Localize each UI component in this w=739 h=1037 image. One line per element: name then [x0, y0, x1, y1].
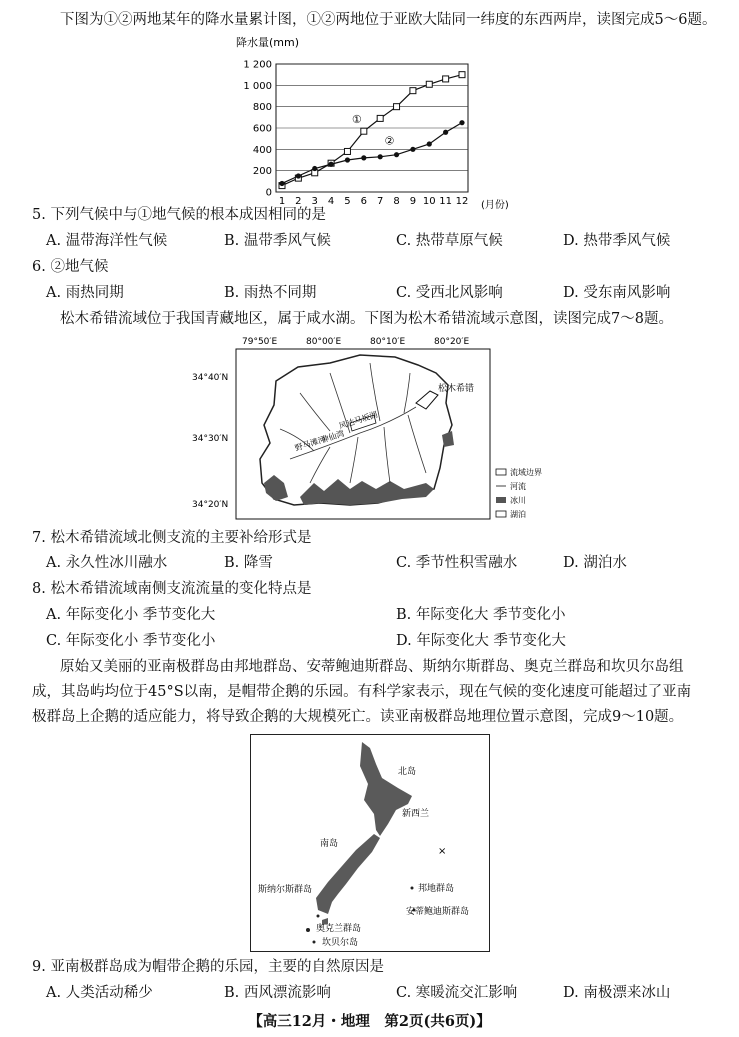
intro-text-q7-8: 松木希错流域位于我国青藏地区，属于咸水湖。下图为松木希错流域示意图，读图完成7～8题。 — [60, 311, 673, 327]
chart-point-series-1 — [377, 115, 383, 121]
chart-y-tick-label: 200 — [252, 166, 272, 178]
songmuxicuo-basin-map — [190, 333, 550, 523]
question-9-stem: 9. 亚南极群岛成为帽带企鹅的乐园，主要的自然原因是 — [32, 959, 384, 975]
question-5-options — [46, 231, 696, 251]
chart-y-tick-label: 1 200 — [243, 59, 272, 71]
precipitation-chart-svg — [228, 32, 518, 212]
intro-text-q9-10: 原始又美丽的亚南极群岛由邦地群岛、安蒂鲍迪斯群岛、斯纳尔斯群岛、奥克兰群岛和坎贝尔岛组成，其岛屿均位于45°S以南，是帽带企鹅的乐园。有科学家表示，现在气候的变化速度可能超过了亚南极群岛上企鹅的适应能力，将导致企鹅的大规模死亡。读亚南极群岛地理位置示意图，完成9～10题。 — [32, 659, 692, 725]
chart-point-series-1 — [344, 148, 350, 154]
chart-ylabel: 降水量(mm) — [236, 36, 300, 49]
label-bounty: 邦地群岛 — [418, 884, 455, 894]
lat-label-2: 34°30′N — [192, 434, 229, 444]
question-7-stem: 7. 松木希错流域北侧支流的主要补给形式是 — [32, 530, 312, 546]
chart-point-series-2 — [459, 120, 464, 125]
q5-option-a[interactable]: A. 温带海洋性气候 — [46, 233, 168, 249]
label-antipodes: 安蒂鲍迪斯群岛 — [406, 907, 470, 917]
chart-x-tick-label: 3 — [311, 196, 318, 207]
islands-map-svg — [250, 734, 490, 952]
label-north-island: 北岛 — [398, 767, 417, 777]
q9-option-a[interactable]: A. 人类活动稀少 — [46, 985, 153, 1001]
chart-y-tick-label: 1 000 — [243, 80, 272, 92]
q6-option-d[interactable]: D. 受东南风影响 — [563, 285, 671, 301]
legend-boundary: 流域边界 — [510, 468, 542, 477]
chart-x-tick-label: 7 — [376, 196, 384, 207]
q8-option-c[interactable]: C. 年际变化小 季节变化小 — [46, 633, 216, 649]
chart-point-series-2 — [443, 130, 448, 135]
chart-point-series-1 — [361, 128, 367, 134]
question-9-options — [46, 983, 696, 1003]
q6-option-b[interactable]: B. 雨热不同期 — [224, 285, 317, 301]
question-6-stem: 6. ②地气候 — [32, 259, 109, 275]
label-new-zealand: 新西兰 — [402, 809, 430, 819]
q5-option-d[interactable]: D. 热带季风气候 — [563, 233, 671, 249]
lon-label-2: 80°00′E — [306, 337, 342, 347]
chart-point-series-1 — [459, 72, 465, 78]
label-snares: 斯纳尔斯群岛 — [258, 885, 313, 895]
chart-point-series-1 — [394, 104, 400, 110]
chart-y-tick-label: 0 — [265, 187, 272, 199]
snares-islands-dot — [317, 915, 320, 918]
q8-option-d[interactable]: D. 年际变化大 季节变化大 — [396, 633, 566, 649]
lon-label-4: 80°20′E — [434, 337, 470, 347]
chart-series-label-2: ② — [384, 134, 395, 148]
chart-x-tick-label: 9 — [409, 196, 417, 207]
chart-point-series-2 — [279, 181, 284, 186]
chart-point-series-1 — [410, 88, 416, 94]
question-8-options-row2 — [46, 631, 696, 651]
q5-option-c[interactable]: C. 热带草原气候 — [396, 233, 503, 249]
q5-option-b[interactable]: B. 温带季风气候 — [224, 233, 331, 249]
label-yema-river: 野马滩河 — [293, 434, 328, 453]
chart-point-series-2 — [378, 154, 383, 159]
chart-series-line-1 — [282, 75, 462, 186]
chart-point-series-2 — [427, 141, 432, 146]
lon-label-1: 79°50′E — [242, 337, 278, 347]
campbell-island-dot — [313, 941, 316, 944]
legend-lake: 湖泊 — [510, 510, 526, 519]
chart-x-tick-label: 5 — [344, 196, 351, 207]
chart-point-series-2 — [410, 147, 415, 152]
chart-point-series-2 — [296, 173, 301, 178]
label-songmuxicuo: 松木希错 — [438, 384, 475, 394]
chart-y-tick-label: 600 — [252, 123, 272, 135]
chart-point-series-1 — [443, 76, 449, 82]
auckland-islands-dot — [306, 928, 310, 932]
chart-y-tick-label: 800 — [252, 102, 272, 114]
chart-x-tick-label: 2 — [295, 196, 302, 207]
label-fengda-lake: 风达马坂湖 — [337, 409, 379, 431]
chart-point-series-2 — [312, 166, 317, 171]
chart-y-tick-label: 400 — [252, 144, 272, 156]
legend-river: 河流 — [510, 482, 526, 491]
chart-x-tick-label: 11 — [439, 196, 453, 207]
q6-option-c[interactable]: C. 受西北风影响 — [396, 285, 503, 301]
label-auckland: 奥克兰群岛 — [316, 924, 362, 934]
chart-x-tick-label: 6 — [360, 196, 368, 207]
chart-y-ticks — [243, 60, 272, 199]
q7-option-b[interactable]: B. 降雪 — [224, 555, 273, 571]
chart-point-series-2 — [328, 162, 333, 167]
basin-map-svg — [190, 333, 550, 523]
chart-x-tick-label: 10 — [422, 196, 436, 207]
chart-x-tick-label: 8 — [393, 196, 400, 207]
question-6-options — [46, 283, 696, 303]
lat-label-3: 34°20′N — [192, 500, 229, 510]
q7-option-c[interactable]: C. 季节性积雪融水 — [396, 555, 518, 571]
chart-point-series-2 — [394, 152, 399, 157]
q9-option-d[interactable]: D. 南极漂来冰山 — [563, 985, 671, 1001]
lon-label-3: 80°10′E — [370, 337, 406, 347]
q7-option-d[interactable]: D. 湖泊水 — [563, 555, 627, 571]
cross-mark: × — [438, 846, 447, 857]
chart-x-tick-label: 1 — [278, 196, 286, 207]
chart-point-series-2 — [345, 157, 350, 162]
q7-option-a[interactable]: A. 永久性冰川融水 — [46, 555, 168, 571]
q8-option-b[interactable]: B. 年际变化大 季节变化小 — [396, 607, 566, 623]
chart-series-label-1: ① — [351, 113, 362, 127]
page-footer: 【高三12月・地理 第2页(共6页)】 — [248, 1013, 491, 1030]
chart-series — [279, 72, 465, 189]
label-shenxianwan: 神仙湾 — [319, 428, 346, 445]
q6-option-a[interactable]: A. 雨热同期 — [46, 285, 124, 301]
chart-x-tick-label: 12 — [455, 196, 469, 207]
q8-option-a[interactable]: A. 年际变化小 季节变化大 — [46, 607, 216, 623]
chart-x-tick-label: 4 — [327, 196, 335, 207]
subantarctic-islands-map — [250, 734, 490, 952]
chart-xlabel: (月份) — [481, 200, 509, 211]
question-7-options — [46, 553, 696, 573]
q9-option-b[interactable]: B. 西风漂流影响 — [224, 985, 331, 1001]
question-8-options-row1 — [46, 605, 696, 625]
bounty-islands-dot — [411, 887, 414, 890]
intro-text-q5-6: 下图为①②两地某年的降水量累计图，①②两地位于亚欧大陆同一纬度的东西两岸，读图完成5～6题。 — [60, 12, 717, 28]
q9-option-c[interactable]: C. 寒暖流交汇影响 — [396, 985, 518, 1001]
label-south-island: 南岛 — [320, 839, 339, 849]
label-campbell: 坎贝尔岛 — [322, 938, 359, 948]
lat-label-1: 34°40′N — [192, 373, 229, 383]
chart-point-series-2 — [361, 155, 366, 160]
legend-glacier: 冰川 — [510, 496, 526, 505]
precipitation-chart — [228, 32, 518, 212]
question-8-stem: 8. 松木希错流域南侧支流流量的变化特点是 — [32, 581, 312, 597]
chart-point-series-1 — [426, 81, 432, 87]
question-5-stem: 5. 下列气候中与①地气候的根本成因相同的是 — [32, 207, 326, 223]
